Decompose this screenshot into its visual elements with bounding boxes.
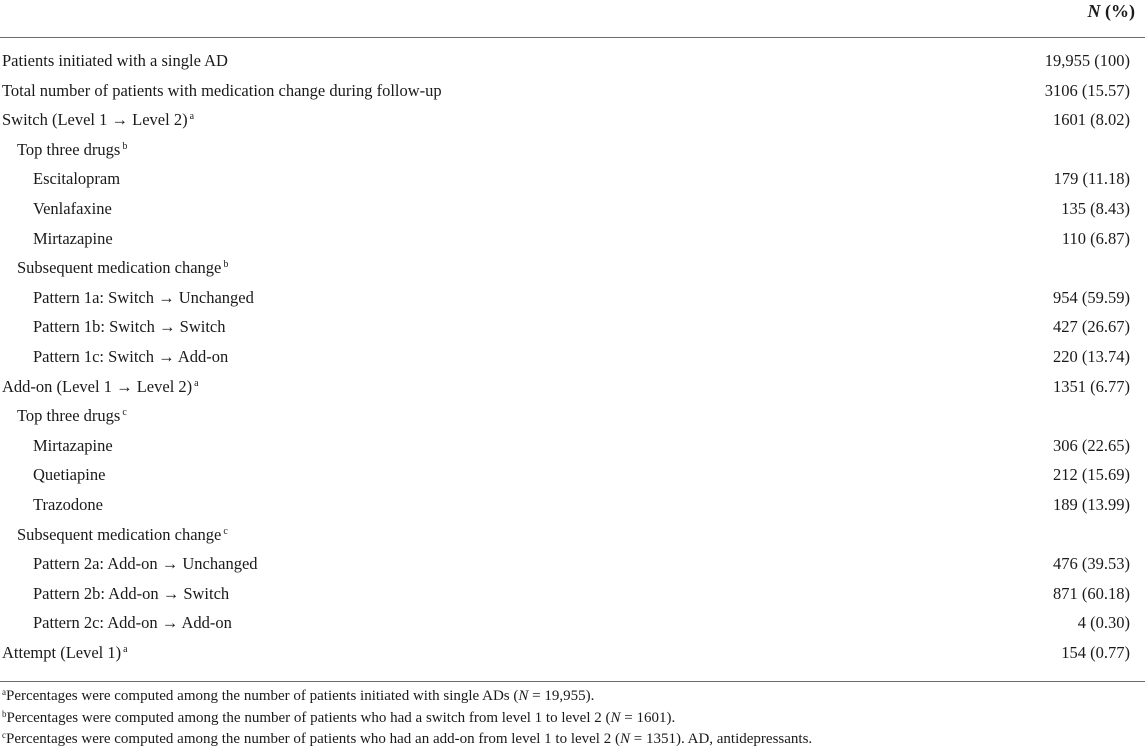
table-row: [0, 253, 1145, 283]
row-label: Patients initiated with a single AD: [2, 51, 228, 70]
row-value: 110 (6.87): [1061, 228, 1130, 248]
table-row: [0, 638, 1145, 668]
table-body: [0, 46, 1145, 667]
table-row: [0, 549, 1145, 579]
footnote-n: N: [619, 731, 630, 747]
row-label: Pattern 2b: Add-on → Switch: [33, 583, 230, 603]
table-row: [0, 460, 1145, 490]
footnote-marker: a: [194, 377, 199, 389]
footnote-mark: a: [2, 687, 6, 697]
footnote-text: Percentages were computed among the number of patients who had an add-on from level 1 to level 2 (: [6, 731, 620, 747]
table-row: [0, 608, 1145, 638]
column-header-n-percent: [1088, 1, 1136, 22]
row-label: Trazodone: [33, 494, 103, 514]
table-header: [0, 0, 1145, 38]
row-value: 179 (11.18): [1053, 169, 1130, 189]
footnote-text: Percentages were computed among the number of patients who had a switch from level 1 to level 2 (: [6, 709, 611, 726]
footnote-mark: c: [2, 730, 6, 740]
footnote-marker: c: [122, 407, 127, 419]
row-label: Mirtazapine: [33, 228, 113, 248]
row-label: Mirtazapine: [33, 435, 113, 455]
footnote-mark: b: [2, 708, 7, 719]
row-value: 19,955 (100): [1044, 51, 1130, 70]
row-label: Pattern 1b: Switch → Switch: [33, 317, 226, 337]
row-label: Quetiapine: [33, 465, 106, 485]
row-value: 306 (22.65): [1053, 435, 1130, 455]
row-value: 135 (8.43): [1061, 198, 1130, 218]
row-value: 871 (60.18): [1053, 583, 1130, 603]
footnote-c: [2, 729, 812, 751]
table-row: [0, 164, 1145, 194]
row-label: Add-on (Level 1 → Level 2): [2, 376, 193, 396]
table-row: [0, 135, 1145, 165]
column-header-percent: (%): [1105, 1, 1135, 21]
row-label: Attempt (Level 1): [2, 642, 122, 662]
row-value: 3106 (15.57): [1044, 80, 1130, 100]
table-row: [0, 520, 1145, 550]
table-row: [0, 46, 1145, 76]
row-value: 427 (26.67): [1053, 317, 1130, 337]
row-label: Pattern 1c: Switch → Add-on: [33, 346, 229, 366]
footnote-marker: a: [123, 643, 128, 655]
row-label: Pattern 2c: Add-on → Add-on: [33, 613, 232, 633]
footnote-text: Percentages were computed among the number of patients initiated with single ADs (: [6, 688, 519, 704]
footnote-text: = 19,955).: [528, 688, 595, 704]
table-row: [0, 283, 1145, 313]
row-value: 4 (0.30): [1077, 613, 1130, 633]
row-value: 954 (59.59): [1053, 287, 1130, 307]
table-row: [0, 224, 1145, 254]
table-row: [0, 105, 1145, 135]
row-value: 1601 (8.02): [1053, 110, 1130, 130]
table-row: [0, 490, 1145, 520]
row-value: 1351 (6.77): [1053, 376, 1130, 396]
row-value: 189 (13.99): [1053, 494, 1130, 514]
footnote-marker: c: [223, 525, 228, 537]
row-label: Escitalopram: [33, 169, 121, 189]
footnote-n: N: [610, 709, 621, 726]
row-value: 476 (39.53): [1053, 554, 1130, 574]
row-value: 220 (13.74): [1053, 346, 1130, 366]
row-value: 212 (15.69): [1053, 465, 1130, 485]
footnote-text: = 1601).: [620, 709, 676, 726]
column-header-n: N: [1087, 1, 1101, 21]
table-footnotes: [2, 686, 812, 751]
table-row: [0, 431, 1145, 461]
footnote-marker: b: [223, 259, 229, 271]
row-label: Top three drugs: [17, 406, 121, 426]
row-label: Switch (Level 1 → Level 2): [2, 110, 188, 130]
row-label: Pattern 1a: Switch → Unchanged: [33, 287, 254, 307]
footnote-n: N: [518, 688, 529, 704]
row-label: Subsequent medication change: [17, 524, 222, 544]
table-row: [0, 342, 1145, 372]
table-row: [0, 76, 1145, 106]
row-label: Total number of patients with medication change during follow-up: [2, 80, 442, 100]
table-bottom-rule: [0, 681, 1145, 682]
table-row: [0, 579, 1145, 609]
footnote-a: [2, 686, 812, 708]
row-value: 154 (0.77): [1061, 642, 1130, 662]
footnote-marker: b: [122, 140, 128, 152]
table-row: [0, 401, 1145, 431]
table-row: [0, 312, 1145, 342]
row-label: Subsequent medication change: [17, 258, 222, 278]
table-row: [0, 372, 1145, 402]
row-label: Pattern 2a: Add-on → Unchanged: [33, 554, 258, 574]
table-row: [0, 194, 1145, 224]
footnote-text: = 1351). AD, antidepressants.: [629, 731, 813, 747]
row-label: Venlafaxine: [33, 198, 112, 218]
row-label: Top three drugs: [17, 139, 121, 159]
footnote-marker: a: [189, 111, 195, 123]
footnote-b: [2, 708, 812, 730]
